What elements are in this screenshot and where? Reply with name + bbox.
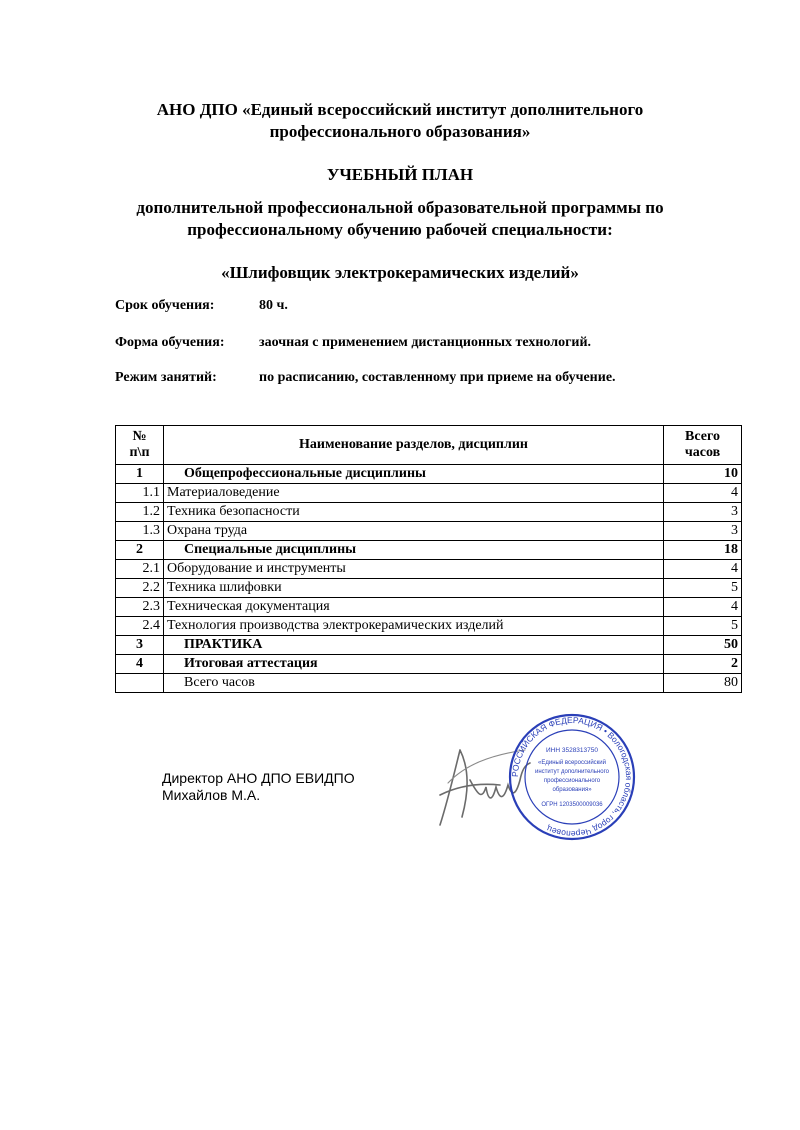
row-hours: 2 (664, 655, 742, 674)
row-hours: 80 (664, 674, 742, 693)
document-title: УЧЕБНЫЙ ПЛАН (326, 165, 474, 184)
mode-value: по расписанию, составленному при приеме на обучение. (259, 370, 616, 385)
table-row (116, 522, 742, 541)
row-hours: 18 (664, 541, 742, 560)
stamp-inner-line3: институт дополнительного (535, 769, 609, 775)
table-row (116, 579, 742, 598)
header-number-line1: № (132, 429, 147, 444)
organization-title (0, 99, 800, 143)
table-row (116, 655, 742, 674)
subtitle-line1: дополнительной профессиональной образовательной программы по (136, 198, 664, 217)
row-hours: 3 (664, 503, 742, 522)
header-name: Наименование разделов, дисциплин (164, 426, 664, 465)
stamp-outer-text: РОССИЙСКАЯ ФЕДЕРАЦИЯ • Вологодская область, город Череповец (509, 714, 635, 840)
term-value: 80 ч. (259, 298, 288, 313)
row-hours: 5 (664, 579, 742, 598)
row-name: Специальные дисциплины (164, 541, 664, 560)
row-number: 2.2 (116, 579, 164, 598)
director-name: Михайлов М.А. (162, 787, 261, 803)
header-number (116, 426, 164, 465)
table-header-row (116, 426, 742, 465)
row-number: 2.4 (116, 617, 164, 636)
row-number: 3 (116, 636, 164, 655)
form-value: заочная с применением дистанционных технологий. (259, 335, 592, 350)
program-description (0, 197, 800, 241)
header-number-line2: п\п (129, 445, 150, 460)
row-number: 2.1 (116, 560, 164, 579)
row-number: 2 (116, 541, 164, 560)
director-title: Директор АНО ДПО ЕВИДПО (162, 770, 355, 786)
table-row (116, 503, 742, 522)
table-row (116, 560, 742, 579)
row-hours: 4 (664, 484, 742, 503)
row-name: Техника шлифовки (164, 579, 664, 598)
row-name: Итоговая аттестация (164, 655, 664, 674)
organization-stamp (507, 712, 637, 842)
row-number: 1.2 (116, 503, 164, 522)
table-row (116, 598, 742, 617)
stamp-inner-line4: профессионального (543, 778, 601, 784)
row-name: Общепрофессиональные дисциплины (164, 465, 664, 484)
subtitle-line2: профессиональному обучению рабочей специальности: (187, 220, 613, 239)
row-hours: 3 (664, 522, 742, 541)
row-name: Техника безопасности (164, 503, 664, 522)
org-title-line2: профессионального образования» (269, 122, 531, 141)
row-name: Технология производства электрокерамических изделий (164, 617, 664, 636)
row-hours: 5 (664, 617, 742, 636)
row-name: ПРАКТИКА (164, 636, 664, 655)
table-row (116, 484, 742, 503)
table-row (116, 541, 742, 560)
header-hours-line2: часов (684, 445, 721, 460)
table-row (116, 636, 742, 655)
curriculum-table (115, 425, 742, 693)
row-name: Оборудование и инструменты (164, 560, 664, 579)
header-hours-line1: Всего (685, 429, 720, 444)
term-label: Срок обучения: (115, 298, 215, 313)
program-name: «Шлифовщик электрокерамических изделий» (221, 263, 579, 282)
row-number: 1.3 (116, 522, 164, 541)
director-signature-block (162, 770, 355, 804)
stamp-inner-line1: ИНН 3528313750 (545, 747, 599, 754)
table-row-total (116, 674, 742, 693)
row-number: 1 (116, 465, 164, 484)
form-label: Форма обучения: (115, 335, 225, 350)
row-hours: 4 (664, 598, 742, 617)
mode-label: Режим занятий: (115, 370, 217, 385)
header-hours (664, 426, 742, 465)
row-number: 4 (116, 655, 164, 674)
row-name: Всего часов (164, 674, 664, 693)
row-name: Техническая документация (164, 598, 664, 617)
row-name: Охрана труда (164, 522, 664, 541)
stamp-inner-line2: «Единый всероссийский (538, 760, 606, 766)
row-name: Материаловедение (164, 484, 664, 503)
row-hours: 50 (664, 636, 742, 655)
row-hours: 10 (664, 465, 742, 484)
table-row (116, 465, 742, 484)
stamp-inner-line5: образования» (552, 787, 592, 793)
row-hours: 4 (664, 560, 742, 579)
row-number: 1.1 (116, 484, 164, 503)
table-row (116, 617, 742, 636)
org-title-line1: АНО ДПО «Единый всероссийский институт дополнительного (156, 100, 644, 119)
stamp-inner-line6: ОГРН 1203500009036 (541, 802, 603, 808)
row-number (116, 674, 164, 693)
row-number: 2.3 (116, 598, 164, 617)
